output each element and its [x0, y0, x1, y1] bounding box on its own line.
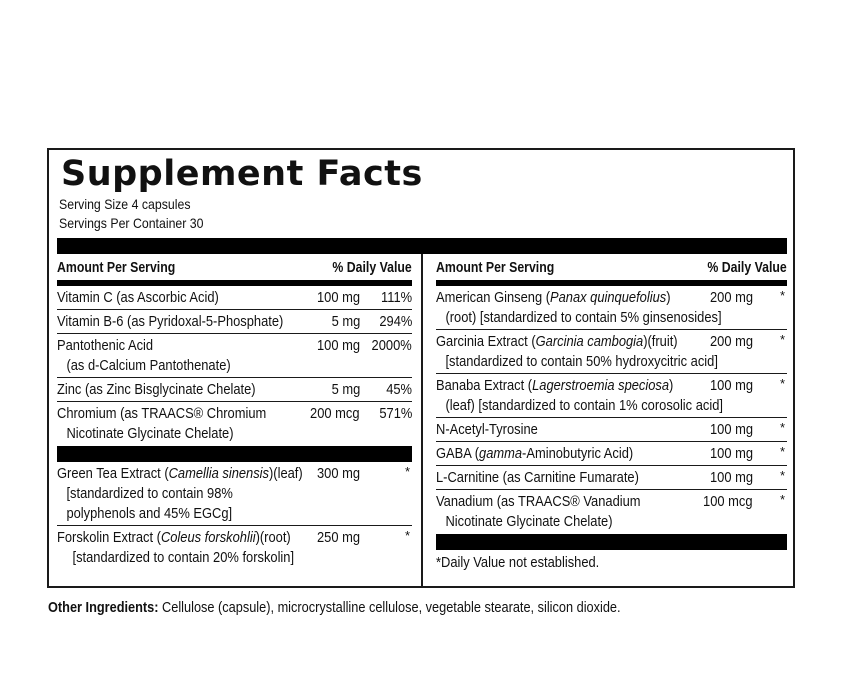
- ingredient-standardization: (leaf) [standardized to contain 1% corosolic acid]: [445, 397, 723, 414]
- dv-asterisk: *: [779, 376, 785, 391]
- nutrient-row: [57, 334, 412, 378]
- other-ingredients-text: Cellulose (capsule), microcrystalline cellulose, vegetable stearate, silicon dioxide.: [158, 599, 621, 616]
- ingredient-row: [436, 442, 787, 466]
- ingredient-row: [436, 286, 787, 330]
- thick-divider: [57, 446, 412, 462]
- dv-asterisk: *: [779, 420, 785, 435]
- dv-asterisk: *: [779, 288, 785, 303]
- left-column: [57, 254, 412, 569]
- ingredient-name: L-Carnitine (as Carnitine Fumarate): [436, 469, 639, 486]
- ingredient-name: American Ginseng (Panax quinquefolius): [436, 289, 671, 306]
- ingredient-name: GABA (gamma-Aminobutyric Acid): [436, 445, 634, 462]
- ingredient-row: [436, 330, 787, 374]
- serving-size: Serving Size 4 capsules: [59, 196, 191, 212]
- nutrient-dv: 2000%: [371, 337, 412, 354]
- thick-divider: [436, 534, 787, 550]
- thick-divider: [57, 238, 787, 254]
- ingredient-standardization: [standardized to contain 50% hydroxycitric acid]: [445, 353, 718, 370]
- nutrient-dv: 294%: [378, 313, 412, 330]
- servings-per-container: Servings Per Container 30: [59, 215, 204, 231]
- nutrient-dv: 45%: [386, 381, 412, 398]
- column-header: [57, 254, 412, 286]
- botanical-name: Forskolin Extract (Coleus forskohlii)(root): [57, 529, 291, 546]
- dv-asterisk: *: [779, 444, 785, 459]
- botanical-amount: 250 mg: [316, 529, 360, 546]
- nutrient-name: Pantothenic Acid: [57, 337, 154, 354]
- nutrient-name: Chromium (as TRAACS® Chromium: [57, 405, 267, 422]
- nutrient-amount: 200 mcg: [310, 405, 360, 422]
- botanical-row: [57, 526, 412, 569]
- nutrient-dv: 111%: [380, 289, 412, 306]
- nutrient-name: Vitamin C (as Ascorbic Acid): [57, 289, 219, 306]
- ingredient-row: [436, 374, 787, 418]
- ingredient-name: N-Acetyl-Tyrosine: [436, 421, 538, 438]
- botanical-amount: 300 mg: [316, 465, 360, 482]
- dv-asterisk: *: [404, 528, 410, 543]
- ingredient-source: Nicotinate Glycinate Chelate): [445, 513, 613, 530]
- botanical-row: [57, 462, 412, 526]
- daily-value-footnote: *Daily Value not established.: [436, 554, 600, 571]
- ingredient-amount: 100 mg: [709, 421, 753, 438]
- dv-asterisk: *: [779, 332, 785, 347]
- column-divider: [421, 254, 423, 588]
- nutrient-source: (as d-Calcium Pantothenate): [66, 357, 231, 374]
- right-column: [436, 254, 787, 573]
- nutrient-row: [57, 378, 412, 402]
- botanical-standardization: polyphenols and 45% EGCg]: [66, 505, 233, 522]
- botanical-standardization: [standardized to contain 98%: [66, 485, 233, 502]
- nutrient-amount: 5 mg: [331, 313, 360, 330]
- nutrient-row: [57, 310, 412, 334]
- other-ingredients: [48, 598, 621, 618]
- ingredient-amount: 200 mg: [709, 289, 753, 306]
- nutrient-source: Nicotinate Glycinate Chelate): [66, 425, 234, 442]
- ingredient-amount: 100 mcg: [703, 493, 753, 510]
- nutrient-row: [57, 402, 412, 445]
- supplement-facts-panel: [47, 148, 795, 588]
- amount-header: Amount Per Serving: [436, 259, 555, 276]
- panel-title: Supplement Facts: [61, 154, 423, 194]
- botanical-standardization: [standardized to contain 20% forskolin]: [72, 549, 295, 566]
- dv-header: % Daily Value: [332, 259, 412, 276]
- dv-header: % Daily Value: [707, 259, 787, 276]
- ingredient-name: Vanadium (as TRAACS® Vanadium: [436, 493, 641, 510]
- ingredient-amount: 200 mg: [709, 333, 753, 350]
- nutrient-row: [57, 286, 412, 310]
- botanical-name: Green Tea Extract (Camellia sinensis)(leaf): [57, 465, 303, 482]
- nutrient-amount: 100 mg: [316, 337, 360, 354]
- ingredient-row: [436, 490, 787, 533]
- nutrient-dv: 571%: [378, 405, 412, 422]
- other-ingredients-label: Other Ingredients:: [48, 599, 159, 616]
- nutrient-name: Zinc (as Zinc Bisglycinate Chelate): [57, 381, 256, 398]
- nutrient-name: Vitamin B-6 (as Pyridoxal-5-Phosphate): [57, 313, 284, 330]
- ingredient-row: [436, 418, 787, 442]
- column-header: [436, 254, 787, 286]
- dv-asterisk: *: [404, 464, 410, 479]
- ingredient-amount: 100 mg: [709, 377, 753, 394]
- ingredient-amount: 100 mg: [709, 445, 753, 462]
- nutrient-amount: 100 mg: [316, 289, 360, 306]
- dv-asterisk: *: [779, 492, 785, 507]
- ingredient-name: Garcinia Extract (Garcinia cambogia)(fruit): [436, 333, 678, 350]
- amount-header: Amount Per Serving: [57, 259, 176, 276]
- ingredient-standardization: (root) [standardized to contain 5% ginsenosides]: [445, 309, 722, 326]
- nutrient-amount: 5 mg: [331, 381, 360, 398]
- ingredient-name: Banaba Extract (Lagerstroemia speciosa): [436, 377, 674, 394]
- dv-asterisk: *: [779, 468, 785, 483]
- ingredient-amount: 100 mg: [709, 469, 753, 486]
- ingredient-row: [436, 466, 787, 490]
